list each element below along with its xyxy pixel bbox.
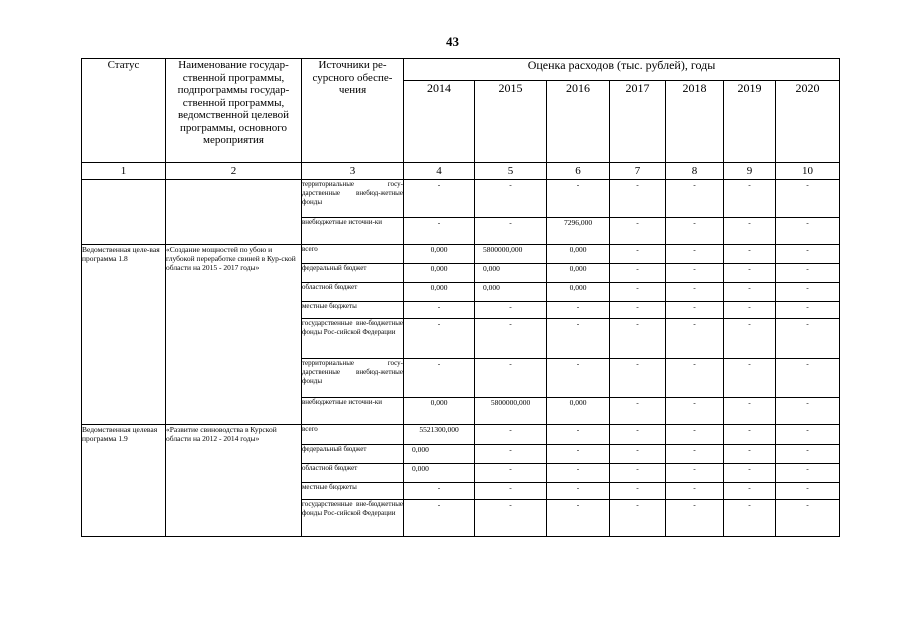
page-number: 43 — [446, 34, 459, 49]
header-year: 2014 — [404, 81, 475, 163]
value-cell: - — [666, 398, 724, 425]
funding-source-cell: всего — [302, 425, 404, 445]
value-cell: - — [666, 500, 724, 537]
value-cell: - — [776, 464, 840, 483]
value-cell: - — [547, 500, 610, 537]
column-number: 1 — [82, 163, 166, 180]
table-row — [82, 425, 840, 445]
value-cell: - — [724, 264, 776, 283]
status-cell: Ведомственная целе-вая программа 1.8 — [82, 245, 166, 425]
value-cell: 0,000 — [404, 283, 475, 302]
value-cell: - — [724, 302, 776, 319]
column-number: 9 — [724, 163, 776, 180]
program-name-cell — [166, 180, 302, 245]
value-cell: - — [666, 264, 724, 283]
table-row — [82, 245, 840, 264]
header-status: Статус — [82, 59, 166, 163]
value-cell: - — [776, 500, 840, 537]
value-cell: 0,000 — [475, 283, 547, 302]
status-cell: Ведомственная целевая программа 1.9 — [82, 425, 166, 537]
value-cell: - — [666, 302, 724, 319]
value-cell: - — [776, 302, 840, 319]
value-cell: - — [776, 425, 840, 445]
value-cell: - — [776, 264, 840, 283]
value-cell: - — [776, 398, 840, 425]
column-number: 7 — [610, 163, 666, 180]
value-cell: - — [404, 180, 475, 218]
value-cell: - — [475, 464, 547, 483]
value-cell: - — [724, 500, 776, 537]
budget-table — [81, 58, 840, 537]
value-cell: - — [776, 283, 840, 302]
status-cell — [82, 180, 166, 245]
header-year: 2015 — [475, 81, 547, 163]
value-cell: - — [547, 425, 610, 445]
value-cell: - — [666, 180, 724, 218]
funding-source-cell: федеральный бюджет — [302, 445, 404, 464]
value-cell: - — [404, 218, 475, 245]
header-expense-estimate: Оценка расходов (тыс. рублей), годы — [404, 59, 840, 81]
value-cell: - — [547, 302, 610, 319]
value-cell: - — [724, 319, 776, 359]
value-cell: - — [666, 319, 724, 359]
value-cell: - — [404, 483, 475, 500]
column-number: 6 — [547, 163, 610, 180]
header-year: 2019 — [724, 81, 776, 163]
value-cell: - — [666, 445, 724, 464]
funding-source-cell: областной бюджет — [302, 464, 404, 483]
value-cell: - — [475, 218, 547, 245]
value-cell: - — [724, 180, 776, 218]
value-cell: - — [475, 319, 547, 359]
value-cell: - — [404, 302, 475, 319]
value-cell: - — [666, 218, 724, 245]
value-cell: - — [610, 264, 666, 283]
value-cell: 0,000 — [404, 445, 475, 464]
funding-source-cell: государственные вне-бюджетные фонды Рос-сийской Федерации — [302, 500, 404, 537]
value-cell: - — [724, 359, 776, 398]
value-cell: - — [475, 483, 547, 500]
value-cell: - — [610, 359, 666, 398]
value-cell: - — [724, 398, 776, 425]
value-cell: 0,000 — [547, 398, 610, 425]
value-cell: - — [475, 180, 547, 218]
value-cell: - — [724, 464, 776, 483]
value-cell: - — [547, 359, 610, 398]
value-cell: 0,000 — [547, 264, 610, 283]
funding-source-cell: областной бюджет — [302, 283, 404, 302]
funding-source-cell: местные бюджеты — [302, 302, 404, 319]
table-row — [82, 180, 840, 218]
funding-source-cell: внебюджетные источни-ки — [302, 218, 404, 245]
header-program-name: Наименование государ-ственной программы, подпрограммы государ-ственной программы, ведомственной целевой программы, основного мероприятия — [166, 59, 302, 163]
value-cell: - — [610, 398, 666, 425]
value-cell: - — [666, 245, 724, 264]
value-cell: - — [610, 445, 666, 464]
header-year: 2016 — [547, 81, 610, 163]
value-cell: - — [666, 283, 724, 302]
column-number: 8 — [666, 163, 724, 180]
funding-source-cell: местные бюджеты — [302, 483, 404, 500]
value-cell: - — [404, 359, 475, 398]
header-year: 2020 — [776, 81, 840, 163]
header-year: 2018 — [666, 81, 724, 163]
value-cell: - — [475, 302, 547, 319]
value-cell: - — [724, 283, 776, 302]
value-cell: - — [610, 464, 666, 483]
value-cell: - — [776, 218, 840, 245]
value-cell: - — [547, 445, 610, 464]
header-funding-source: Источники ре-сурсного обеспе-чения — [302, 59, 404, 163]
column-number: 5 — [475, 163, 547, 180]
value-cell: - — [610, 425, 666, 445]
value-cell: - — [776, 445, 840, 464]
value-cell: - — [547, 483, 610, 500]
funding-source-cell: территориальные госу-дарственные внебюд-жетные фонды — [302, 359, 404, 398]
value-cell: - — [666, 425, 724, 445]
column-number: 2 — [166, 163, 302, 180]
value-cell: 0,000 — [547, 245, 610, 264]
value-cell: - — [610, 283, 666, 302]
value-cell: - — [404, 319, 475, 359]
value-cell: - — [404, 500, 475, 537]
value-cell: - — [610, 319, 666, 359]
funding-source-cell: территориальные госу-дарственные внебюд-жетные фонды — [302, 180, 404, 218]
value-cell: - — [776, 245, 840, 264]
value-cell: 7296,000 — [547, 218, 610, 245]
program-name-cell: «Развитие свиноводства в Курской области на 2012 - 2014 годы» — [166, 425, 302, 537]
value-cell: - — [475, 425, 547, 445]
value-cell: - — [724, 218, 776, 245]
value-cell: - — [776, 359, 840, 398]
value-cell: - — [724, 483, 776, 500]
value-cell: - — [776, 319, 840, 359]
value-cell: - — [610, 180, 666, 218]
value-cell: - — [776, 483, 840, 500]
value-cell: - — [547, 319, 610, 359]
value-cell: - — [547, 464, 610, 483]
header-year: 2017 — [610, 81, 666, 163]
value-cell: 0,000 — [404, 464, 475, 483]
value-cell: - — [666, 464, 724, 483]
value-cell: 5521300,000 — [404, 425, 475, 445]
value-cell: - — [724, 245, 776, 264]
column-number: 3 — [302, 163, 404, 180]
value-cell: - — [610, 302, 666, 319]
funding-source-cell: всего — [302, 245, 404, 264]
value-cell: 0,000 — [404, 245, 475, 264]
value-cell: - — [610, 245, 666, 264]
column-number: 10 — [776, 163, 840, 180]
value-cell: - — [475, 359, 547, 398]
value-cell: 0,000 — [475, 264, 547, 283]
value-cell: - — [776, 180, 840, 218]
funding-source-cell: федеральный бюджет — [302, 264, 404, 283]
value-cell: - — [475, 445, 547, 464]
value-cell: - — [666, 483, 724, 500]
program-name-cell: «Создание мощностей по убою и глубокой переработке свиней в Кур-ской области на 2015 - 2017 годы» — [166, 245, 302, 425]
value-cell: 0,000 — [404, 264, 475, 283]
value-cell: 5800000,000 — [475, 398, 547, 425]
column-number: 4 — [404, 163, 475, 180]
value-cell: 0,000 — [547, 283, 610, 302]
value-cell: - — [475, 500, 547, 537]
value-cell: - — [610, 500, 666, 537]
funding-source-cell: государственные вне-бюджетные фонды Рос-сийской Федерации — [302, 319, 404, 359]
value-cell: 0,000 — [404, 398, 475, 425]
value-cell: - — [724, 425, 776, 445]
funding-source-cell: внебюджетные источни-ки — [302, 398, 404, 425]
value-cell: - — [724, 445, 776, 464]
value-cell: 5800000,000 — [475, 245, 547, 264]
value-cell: - — [610, 218, 666, 245]
value-cell: - — [610, 483, 666, 500]
table-body — [82, 180, 840, 537]
value-cell: - — [547, 180, 610, 218]
value-cell: - — [666, 359, 724, 398]
